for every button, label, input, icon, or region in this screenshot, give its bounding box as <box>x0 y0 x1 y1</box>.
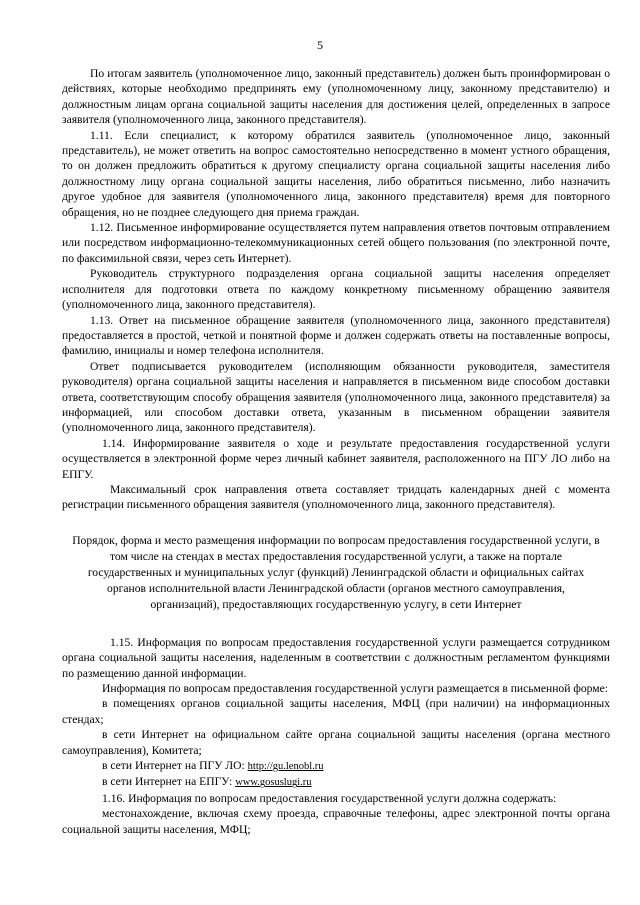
paragraph-1-12: 1.12. Письменное информирование осуществляется путем направления ответов почтовым отправлением или посредством информационно-телекоммуникационных сетей общего пользования (по электронной почте, по факсимильной связи, через сеть Интернет). <box>62 221 610 265</box>
pgu-link[interactable]: http://gu.lenobl.ru <box>247 761 324 773</box>
paragraph-1-14: 1.14. Информирование заявителя о ходе и результате предоставления государственной услуги осуществляется в электронной форме через личный кабинет заявителя, расположенного на ПГУ ЛО либо на ЕПГУ. <box>62 436 610 481</box>
paragraph-1-13: 1.13. Ответ на письменное обращение заявителя (уполномоченного лица, законного представителя) предоставляется в простой, четкой и понятной форме и должен содержать ответы на поставленные вопросы, фамилию, инициалы и номер телефона исполнителя. <box>62 313 610 358</box>
paragraph-outcome: По итогам заявитель (уполномоченное лицо, законный представитель) должен быть проинформирован о действиях, которые необходимо предпринять ему (уполномоченному лицу, законному представителю) и должностным лицам органа социальной защиты населения для достижения целей, определенных в запросе заявителя (уполномоченного лица, законного представителя). <box>62 67 610 127</box>
list-item-premises: в помещениях органов социальной защиты населения, МФЦ (при наличии) на информационных стендах; <box>62 697 610 726</box>
paragraph-written-form: Информация по вопросам предоставления государственной услуги размещается в письменной форме: <box>102 682 608 695</box>
list-item-location: местонахождение, включая схему проезда, справочные телефоны, адрес электронной почты органа социальной защиты населения, МФЦ; <box>62 807 610 836</box>
list-item-pgu <box>62 758 610 774</box>
epgu-link[interactable]: www.gosuslugi.ru <box>235 777 312 789</box>
list-item-official-site: в сети Интернет на официальном сайте органа социальной защиты населения (органа местного самоуправления), Комитета; <box>62 728 610 757</box>
page-number: 5 <box>317 38 323 52</box>
paragraph-1-16: 1.16. Информация по вопросам предоставления государственной услуги должна содержать: <box>102 791 557 805</box>
paragraph-1-15: 1.15. Информация по вопросам предоставления государственной услуги размещается сотрудником органа социальной защиты населения, наделенным в соответствии с должностным регламентом функциями по размещению данной информации. <box>62 635 610 680</box>
epgu-label: в сети Интернет на ЕПГУ: <box>102 775 233 789</box>
paragraph-answer-signed: Ответ подписывается руководителем (исполняющим обязанности руководителя, заместителя руководителя) органа социальной защиты населения и направляется в письменном виде способом доставки ответа, соответствующим способу обращения заявителя (уполномоченного лица, законного представителя) за информацией, или способом доставки ответа, указанным в письменном обращении заявителя (уполномоченного лица, законного представителя). <box>62 359 610 435</box>
section-heading: Порядок, форма и место размещения информации по вопросам предоставления государственной услуги, в том числе на стендах в местах предоставления государственной услуги, а также на портале государственных и муниципальных услуг (функций) Ленинградской области и официальных сайтах органов исполнительной власти Ленинградской области (органов местного самоуправления, организаций), предоставляющих государственную услугу, в сети Интернет <box>72 533 600 611</box>
paragraph-1-11: 1.11. Если специалист, к которому обратился заявитель (уполномоченное лицо, законный представитель), не может ответить на вопрос самостоятельно непосредственно в момент устного обращения, то он должен предложить обратиться к другому специалисту органа социальной защиты населения либо должностному лицу органа социальной защиты населения, либо обратиться письменно, либо назначить другое удобное для заявителя (уполномоченного лица, законного представителя) время для повторного обращения, но не позднее следующего дня приема граждан. <box>62 128 610 219</box>
paragraph-head-of-unit: Руководитель структурного подразделения органа социальной защиты населения определяет исполнителя для подготовки ответа по каждому конкретному письменному обращению заявителя (уполномоченного лица, законного представителя). <box>62 267 610 312</box>
pgu-label: в сети Интернет на ПГУ ЛО: <box>102 759 245 773</box>
document-body <box>62 66 610 837</box>
list-item-epgu <box>62 774 610 790</box>
paragraph-max-term: Максимальный срок направления ответа составляет тридцать календарных дней с момента регистрации письменного обращения заявителя (уполномоченного лица, законного представителя). <box>62 482 610 512</box>
